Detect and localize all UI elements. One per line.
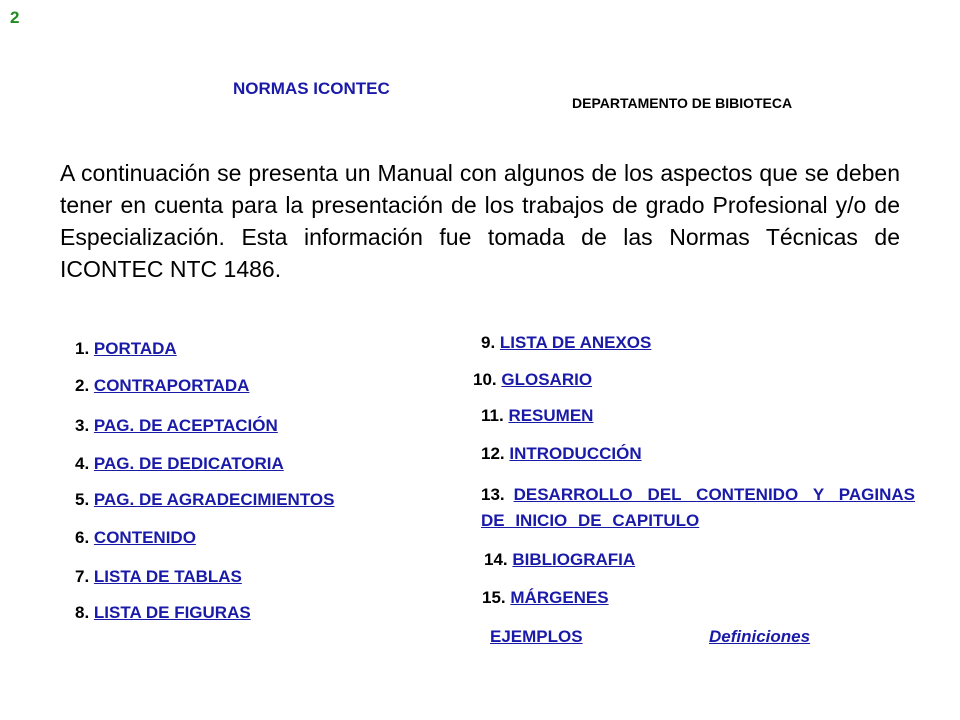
toc-link-lista-tablas[interactable]: LISTA DE TABLAS [93, 567, 242, 586]
toc-item-aceptacion [75, 416, 278, 436]
toc-item-margenes [482, 588, 609, 608]
toc-item-number: 9. [481, 333, 496, 352]
toc-link-lista-figuras[interactable]: LISTA DE FIGURAS [93, 603, 251, 622]
toc-link-contraportada[interactable]: CONTRAPORTADA [93, 376, 250, 395]
toc-link-bibliografia[interactable]: BIBLIOGRAFIA [512, 550, 636, 569]
toc-item-number: 11. [481, 406, 504, 425]
toc-item-portada [75, 339, 177, 359]
toc-item-bibliografia [484, 550, 635, 570]
toc-link-portada[interactable]: PORTADA [93, 339, 177, 358]
toc-item-number: 15. [482, 588, 506, 607]
toc-link-agradecimientos[interactable]: PAG. DE AGRADECIMIENTOS [93, 490, 335, 509]
toc-link-dedicatoria[interactable]: PAG. DE DEDICATORIA [93, 454, 284, 473]
toc-item-contenido [75, 528, 196, 548]
toc-link-margenes[interactable]: MÁRGENES [510, 588, 609, 607]
toc-item-resumen [481, 406, 593, 426]
toc-link-resumen[interactable]: RESUMEN [508, 406, 594, 425]
definitions-link[interactable]: Definiciones [709, 627, 811, 646]
toc-item-number: 3. [75, 416, 90, 435]
toc-item-number: 1. [75, 339, 90, 358]
intro-paragraph: A continuación se presenta un Manual con algunos de los aspectos que se deben tener en cuenta para la presentación de los trabajos de grado Profesional y/o de Especialización. Esta información fue tomada de las Normas Técnicas de ICONTEC NTC 1486. [60, 160, 900, 282]
toc-item-number: 7. [75, 567, 90, 586]
toc-item-number: 14. [484, 550, 508, 569]
toc-item-number: 10. [473, 370, 497, 389]
toc-link-introduccion[interactable]: INTRODUCCIÓN [509, 444, 642, 463]
toc-link-contenido[interactable]: CONTENIDO [93, 528, 196, 547]
toc-item-number: 4. [75, 454, 90, 473]
toc-item-desarrollo [481, 482, 915, 534]
toc-item-glosario [473, 370, 592, 390]
toc-item-lista-tablas [75, 567, 242, 587]
toc-item-number: 5. [75, 490, 90, 509]
toc-item-number: 12. [481, 444, 505, 463]
toc-item-introduccion [481, 444, 642, 464]
toc-link-glosario[interactable]: GLOSARIO [501, 370, 593, 389]
toc-item-dedicatoria [75, 454, 284, 474]
examples-link[interactable]: EJEMPLOS [490, 627, 583, 646]
toc-item-number: 2. [75, 376, 90, 395]
toc-item-agradecimientos [75, 490, 334, 510]
toc-link-lista-anexos[interactable]: LISTA DE ANEXOS [499, 333, 652, 352]
toc-item-contraportada [75, 376, 249, 396]
toc-item-number: 8. [75, 603, 90, 622]
toc-link-aceptacion[interactable]: PAG. DE ACEPTACIÓN [93, 416, 278, 435]
page-title: NORMAS ICONTEC [233, 79, 390, 98]
toc-link-desarrollo[interactable]: DESARROLLO DEL CONTENIDO Y PAGINAS DE INICIO DE CAPITULO [481, 485, 915, 530]
toc-item-lista-figuras [75, 603, 251, 623]
toc-item-number: 13. [481, 485, 505, 504]
department-name: DEPARTAMENTO DE BIBIOTECA [572, 95, 793, 111]
toc-item-lista-anexos [481, 333, 651, 353]
page-number: 2 [10, 8, 20, 27]
toc-item-number: 6. [75, 528, 90, 547]
